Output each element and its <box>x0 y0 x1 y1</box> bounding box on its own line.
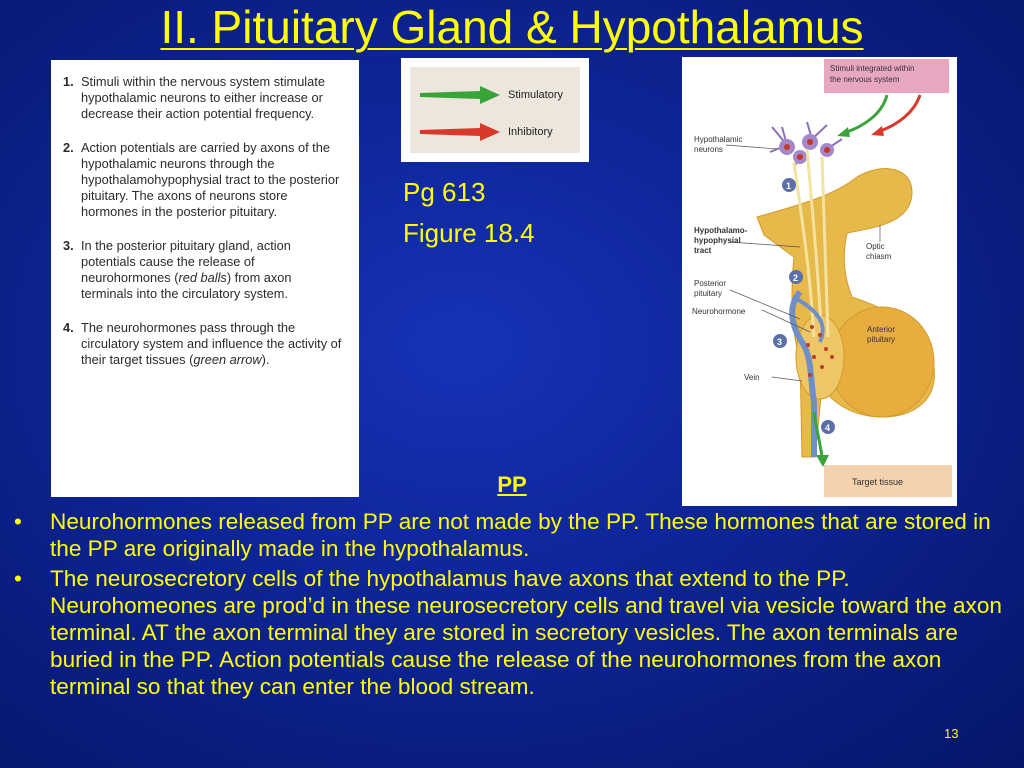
step-text: Stimuli within the nervous system stimulate hypothalamic neurons to either increase or decrease their action potential frequency. <box>81 74 325 121</box>
step-text <box>81 320 343 368</box>
legend-inhibitory <box>418 122 553 142</box>
bullet-item <box>14 565 1014 700</box>
stimuli-label-line1: Stimuli integrated within <box>830 64 915 73</box>
anterior-pituitary-label-2: pituitary <box>867 335 896 344</box>
legend-box <box>410 67 580 153</box>
vein-label: Vein <box>744 373 760 382</box>
legend-inhibitory-label: Inhibitory <box>508 126 553 138</box>
arrow-legend-panel <box>401 58 589 162</box>
step-text-part: In the posterior pituitary gland, action potentials cause the release of neurohormones ( <box>81 238 291 285</box>
marker-3: 3 <box>777 337 783 347</box>
inhibitory-arrow-head <box>871 126 884 136</box>
hypothalamic-neurons <box>770 122 842 169</box>
bullet-item <box>14 508 1014 562</box>
section-heading-pp: PP <box>497 472 527 497</box>
step-number: 2. <box>63 140 74 155</box>
bullet-marker: • <box>14 509 22 534</box>
step-text <box>81 238 343 302</box>
pituitary-diagram-panel <box>682 57 957 506</box>
anterior-pituitary-lobe <box>830 307 934 417</box>
step-number: 1. <box>63 74 74 89</box>
tract-label-1: Hypothalamo- <box>694 226 748 235</box>
target-tissue-label: Target tissue <box>852 477 904 487</box>
step-text-part: The neurohormones pass through the circulatory system and influence the activity of their target tissues ( <box>81 320 342 367</box>
legend-stimulatory-label: Stimulatory <box>508 89 564 101</box>
step-4 <box>63 320 343 368</box>
figure-reference: Figure 18.4 <box>403 218 535 248</box>
slide-title: II. Pituitary Gland & Hypothalamus <box>160 1 864 53</box>
posterior-pituitary-label-2: pituitary <box>694 289 723 298</box>
hypothalamic-neurons-label-1: Hypothalamic <box>694 135 743 144</box>
stimuli-label-line2: the nervous system <box>830 75 900 84</box>
step-3 <box>63 238 343 302</box>
legend-stimulatory <box>418 85 563 105</box>
anterior-pituitary-label-1: Anterior <box>867 325 896 334</box>
page-reference: Pg 613 <box>403 177 486 207</box>
step-text-emphasis: red balls <box>178 270 227 285</box>
marker-2: 2 <box>793 273 799 283</box>
step-text-emphasis: green arrow <box>193 352 262 367</box>
step-text: Action potentials are carried by axons of the hypothalamic neurons through the hypothalamohypophysial tract to the posterior pituitary. The axons of neurons store hormones in the posterior pituitary. <box>81 140 340 219</box>
step-text-part: ). <box>261 352 270 367</box>
hypothalamus-pituitary-shape <box>757 169 934 457</box>
optic-chiasm-label-1: Optic <box>866 242 885 251</box>
tract-label-3: tract <box>694 246 712 255</box>
bullet-text: Neurohormones released from PP are not made by the PP. These hormones that are stored in the PP are originally made in the hypothalamus. <box>50 509 991 561</box>
posterior-pituitary-label-1: Posterior <box>694 279 727 288</box>
step-number: 3. <box>63 238 74 253</box>
neurohormone-label: Neurohormone <box>692 307 746 316</box>
steps-figure-panel <box>51 60 359 497</box>
marker-1: 1 <box>786 181 792 191</box>
red-arrow-icon <box>418 122 502 142</box>
bullet-marker: • <box>14 566 22 591</box>
bullet-list <box>14 508 1014 703</box>
stimulatory-arrow-head <box>837 127 850 137</box>
optic-chiasm-label-2: chiasm <box>866 252 892 261</box>
green-arrow-icon <box>418 85 502 105</box>
step-1 <box>63 74 343 122</box>
bullet-text: The neurosecretory cells of the hypothalamus have axons that extend to the PP. Neurohomeones are prod’d in these neurosecretory cells and travel via vesicle toward the axon terminal. AT the axon terminal they are stored in secretory vesicles. The axon terminals are buried in the PP. Action potentials cause the release of the neurohormones from the axon terminal so that they can enter the blood stream. <box>50 566 1002 699</box>
step-number: 4. <box>63 320 74 335</box>
step-text-part: ) from axon terminals into the circulatory system. <box>81 270 292 301</box>
marker-4: 4 <box>825 423 831 433</box>
pituitary-diagram <box>682 57 957 506</box>
tract-label-2: hypophysial <box>694 236 741 245</box>
step-2 <box>63 140 343 220</box>
slide-number: 13 <box>944 726 959 741</box>
hypothalamic-neurons-label-2: neurons <box>694 145 723 154</box>
